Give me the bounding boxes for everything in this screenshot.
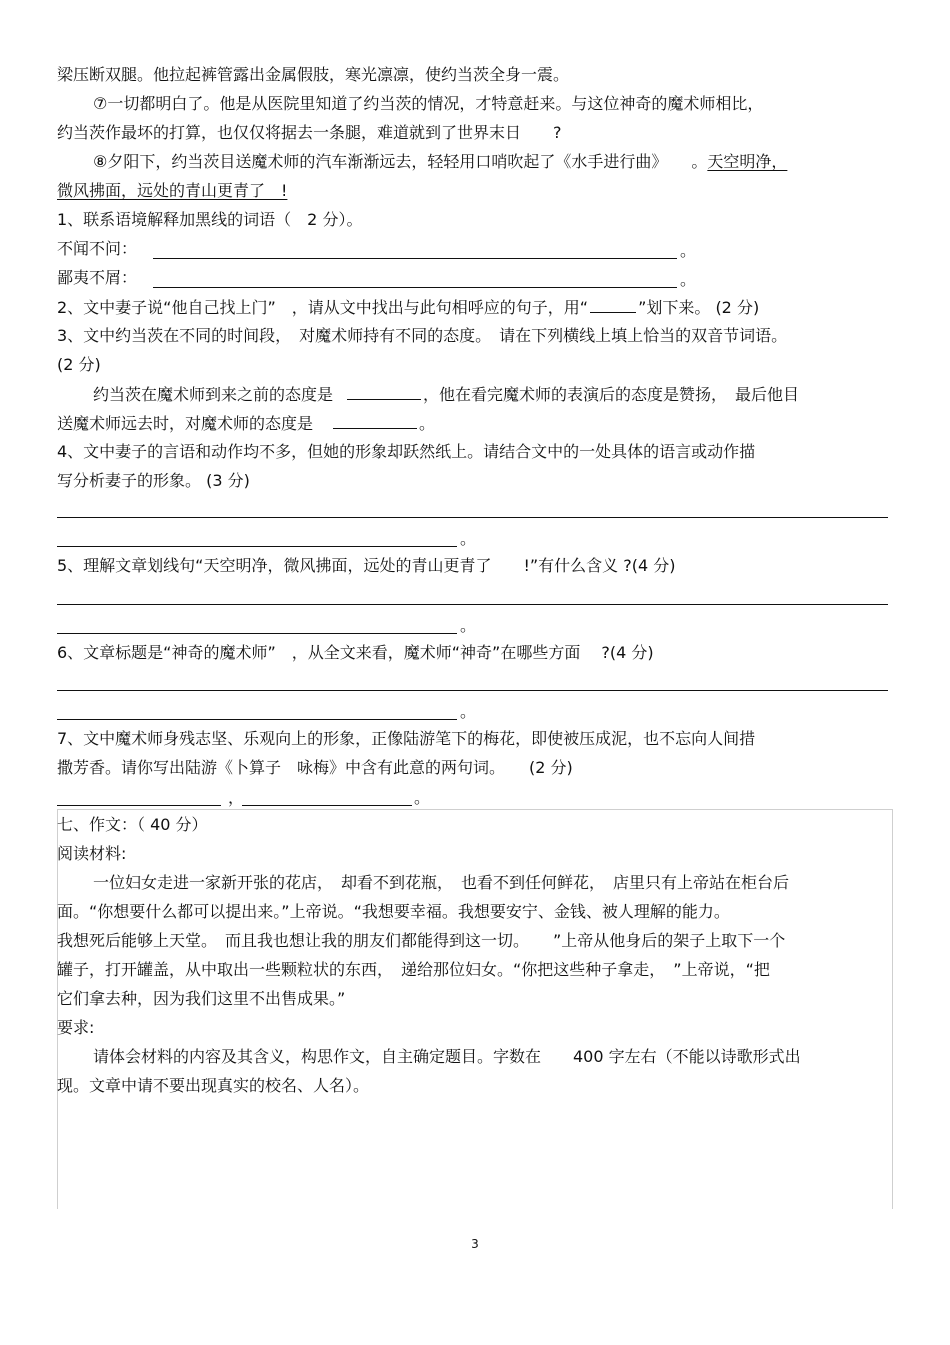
q7-answer-blank-2[interactable] xyxy=(242,805,412,806)
q3-line-2-end: 。 xyxy=(419,414,436,433)
q1-word-1-answer-line[interactable] xyxy=(153,258,677,259)
passage-line-3: 约当茨作最坏的打算，也仅仅将据去一条腿，难道就到了世界末日 ? xyxy=(57,123,562,142)
essay-material-line-1: 一位妇女走进一家新开张的花店， 却看不到花瓶， 也看不到任何鲜花， 店里只有上帝站在柜台后 xyxy=(93,873,790,892)
q6-answer-line-1[interactable] xyxy=(57,690,888,691)
essay-requirement-line-1: 请体会材料的内容及其含义，构思作文，自主确定题目。字数在 400 字左右（不能以诗歌形式出 xyxy=(93,1047,801,1066)
q4-end: 。 xyxy=(460,529,477,548)
passage-line-4 xyxy=(93,151,787,173)
q4-answer-line-2[interactable] xyxy=(57,546,457,547)
question-5: 5、理解文章划线句“天空明净，微风拂面，远处的青山更青了 !”有什么含义 ?(4 分) xyxy=(57,556,676,575)
q3-line-1-tail: ，他在看完魔术师的表演后的态度是赞扬， 最后他目 xyxy=(423,385,800,404)
q3-line-1 xyxy=(93,383,799,405)
question-4-line-1: 4、文中妻子的言语和动作均不多，但她的形象却跃然纸上。请结合文中的一处具体的语言或动作描 xyxy=(57,442,756,461)
q1-word-2-answer-line[interactable] xyxy=(153,287,677,288)
essay-material-line-5: 它们拿去种，因为我们这里不出售成果。” xyxy=(57,989,346,1008)
q7-answer-blank-1[interactable] xyxy=(57,805,221,806)
q5-answer-line-1[interactable] xyxy=(57,604,888,605)
q1-word-1-end: 。 xyxy=(680,241,697,260)
page-number: 3 xyxy=(471,1237,479,1251)
essay-material-line-3: 我想死后能够上天堂。 而且我也想让我的朋友们都能得到这一切。 ”上帝从他身后的架子上取下一个 xyxy=(57,931,786,950)
essay-material-line-2: 面。“你想要什么都可以提出来。”上帝说。“我想要幸福。我想要安宁、金钱、被人理解的能力。 xyxy=(57,902,730,921)
question-4-line-2: 写分析妻子的形象。 (3 分) xyxy=(57,471,250,490)
q5-end: 。 xyxy=(460,616,477,635)
q3-line-1-text: 约当茨在魔术师到来之前的态度是 xyxy=(93,385,334,404)
question-3: 3、文中约当茨在不同的时间段， 对魔术师持有不同的态度。 请在下列横线上填上恰当的双音节词语。 xyxy=(57,326,788,345)
question-6: 6、文章标题是“神奇的魔术师” ，从全文来看，魔术师“神奇”在哪些方面 ?(4 分) xyxy=(57,643,654,662)
q6-answer-line-2[interactable] xyxy=(57,719,457,720)
passage-line-4-text: ⑧夕阳下，约当茨目送魔术师的汽车渐渐远去，轻轻用口哨吹起了《水手进行曲》 。 xyxy=(93,152,708,171)
q3-blank-2[interactable] xyxy=(333,412,417,429)
essay-material-label: 阅读材料: xyxy=(57,844,127,863)
q7-comma: ， xyxy=(228,788,245,807)
question-2-text: 2、文中妻子说“他自己找上门” ，请从文中找出与此句相呼应的句子，用“ xyxy=(57,298,589,317)
q1-word-1-label: 不闻不问： xyxy=(57,239,138,258)
question-2-tail: ”划下来。 (2 分) xyxy=(638,298,760,317)
essay-requirement-label: 要求: xyxy=(57,1018,95,1037)
question-1: 1、联系语境解释加黑线的词语（ 2 分）。 xyxy=(57,210,363,229)
q1-word-2-end: 。 xyxy=(680,270,697,289)
question-7-line-1: 7、文中魔术师身残志坚、乐观向上的形象，正像陆游笔下的梅花，即使被压成泥，也不忘向人间措 xyxy=(57,729,756,748)
q4-answer-line-1[interactable] xyxy=(57,517,888,518)
q5-answer-line-2[interactable] xyxy=(57,633,457,634)
question-7-line-2: 撒芳香。请你写出陆游《卜算子 咏梅》中含有此意的两句词。 (2 分) xyxy=(57,758,573,777)
passage-line-2: ⑦一切都明白了。他是从医院里知道了约当茨的情况，才特意赶来。与这位神奇的魔术师相比， xyxy=(93,94,764,113)
underlined-sentence-end: 微风拂面，远处的青山更青了 ! xyxy=(57,181,288,200)
question-3-score: (2 分) xyxy=(57,355,101,374)
underlined-sentence-start: 天空明净， xyxy=(707,152,788,171)
q3-blank-1[interactable] xyxy=(347,383,421,400)
passage-line-1: 梁压断双腿。他拉起裤管露出金属假肢，寒光凛凛，使约当茨全身一震。 xyxy=(57,65,570,84)
essay-material-line-4: 罐子，打开罐盖，从中取出一些颗粒状的东西， 递给那位妇女。“你把这些种子拿走， ”上帝说，“把 xyxy=(57,960,770,979)
q2-mark-blank[interactable] xyxy=(590,296,636,313)
q3-line-2 xyxy=(57,412,435,434)
q3-line-2-text: 送魔术师远去时，对魔术师的态度是 xyxy=(57,414,314,433)
essay-requirement-line-2: 现。文章中请不要出现真实的校名、人名）。 xyxy=(57,1076,370,1095)
q6-end: 。 xyxy=(460,702,477,721)
q1-word-2-label: 鄙夷不屑： xyxy=(57,268,138,287)
q7-end: 。 xyxy=(414,788,431,807)
essay-title: 七、作文：（ 40 分） xyxy=(57,815,208,834)
question-2 xyxy=(57,296,759,318)
